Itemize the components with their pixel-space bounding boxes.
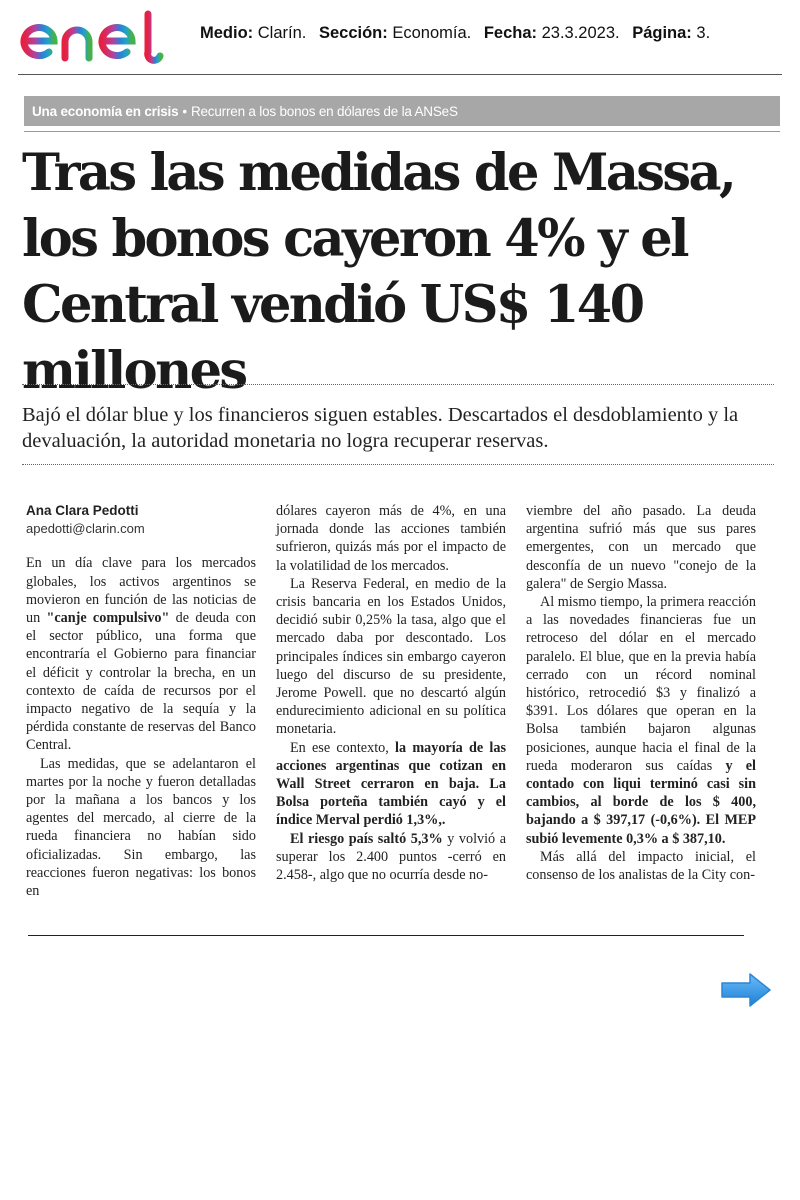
clipping-info <box>200 24 710 43</box>
medio-value: Clarín. <box>257 24 307 42</box>
fecha-label: Fecha: <box>483 24 537 42</box>
paragraph: En ese contexto, la mayoría de las acciones argentinas que cotizan en Wall Street cerraron en baja. La Bolsa porteña también cayó y el índice Merval perdió 1,3%,. <box>276 739 506 829</box>
right-arrow-icon <box>720 972 772 1008</box>
paragraph: Al mismo tiempo, la primera reacción a las novedades financieras fue un retroceso del dólar en el mercado paralelo. El blue, que en la previa había cerrado con un récord nominal histórico, retrocedió $3 y finalizó a $391. Los dólares que operan en la Bolsa también bajaron algunas posiciones, aunque hacia el final de la rueda moderaron sus caídas y el contado con liqui terminó casi sin cambios, al borde de los $ 400, bajando a $ 397,17 (-0,6%). El MEP subió levemente 0,3% a $ 387,10. <box>526 594 756 847</box>
paragraph: En un día clave para los mercados globales, los activos argentinos se movieron en función de las noticias de un "canje compulsivo" de deuda con el sector público, una forma que encontraría el Gobierno para financiar el déficit y controlar la brecha, en un contexto de caída de recursos por el impacto negativo de la sequía y la pérdida constante de reservas del Banco Central. <box>26 555 256 754</box>
header-divider <box>18 74 782 75</box>
medio-label: Medio: <box>200 24 254 42</box>
section-bullet: • <box>182 103 187 119</box>
section-bar-rule <box>24 131 780 132</box>
paragraph: El riesgo país saltó 5,3% y volvió a superar los 2.400 puntos -cerró en 2.458-, algo que no ocurría desde no- <box>276 830 506 884</box>
paragraph: dólares cayeron más de 4%, en una jornada donde las acciones también sufrieron, quizás más por el impacto de la volatilidad de los mercados. <box>276 503 506 574</box>
section-kicker: Una economía en crisis <box>32 103 179 119</box>
seccion-label: Sección: <box>318 24 388 42</box>
byline-author: Ana Clara Pedotti <box>26 503 139 518</box>
section-topic: Recurren a los bonos en dólares de la ANSeS <box>190 103 458 119</box>
body-column-3 <box>526 502 756 884</box>
fecha-value: 23.3.2023. <box>541 24 620 42</box>
pagina-value: 3. <box>696 24 711 42</box>
bottom-divider <box>28 935 744 936</box>
seccion-value: Economía. <box>392 24 472 42</box>
enel-logo <box>18 8 180 64</box>
body-column-1 <box>26 502 256 900</box>
paragraph: viembre del año pasado. La deuda argentina sufrió más que sus pares emergentes, con un mercado que desconfía de un nuevo "conejo de la galera" de Sergio Massa. <box>526 503 756 592</box>
pagina-label: Página: <box>632 24 692 42</box>
body-column-2 <box>276 502 506 884</box>
byline-email: apedotti@clarin.com <box>26 521 145 537</box>
lead-top-rule <box>22 384 774 385</box>
enel-logo-graphic <box>18 8 180 64</box>
lead-bottom-rule <box>22 464 774 465</box>
article-headline: Tras las medidas de Massa, los bonos cayeron 4% y el Central vendió US$ 140 millones <box>22 143 735 401</box>
article-lead: Bajó el dólar blue y los financieros siguen estables. Descartados el desdoblamiento y la devaluación, la autoridad monetaria no logra recuperar reservas. <box>22 404 739 452</box>
next-page-arrow-button[interactable] <box>720 972 772 1008</box>
paragraph: Las medidas, que se adelantaron el martes por la noche y fueron detalladas por la mañana a los bancos y los agentes del mercado, al cierre de la rueda financiera no habían sido oficializadas. Sin embargo, las reacciones fueron negativas: los bonos en <box>26 755 256 900</box>
section-bar <box>24 96 780 126</box>
paragraph: La Reserva Federal, en medio de la crisis bancaria en los Estados Unidos, decidió subir 0,25% la tasa, algo que el mercado daba por descontado. Los principales índices sin embargo cayeron luego del discurso de su presidente, Jerome Powell. que no descartó algún endurecimiento adicional en su política monetaria. <box>276 575 506 738</box>
paragraph: Más allá del impacto inicial, el consenso de los analistas de la City con- <box>526 848 756 884</box>
